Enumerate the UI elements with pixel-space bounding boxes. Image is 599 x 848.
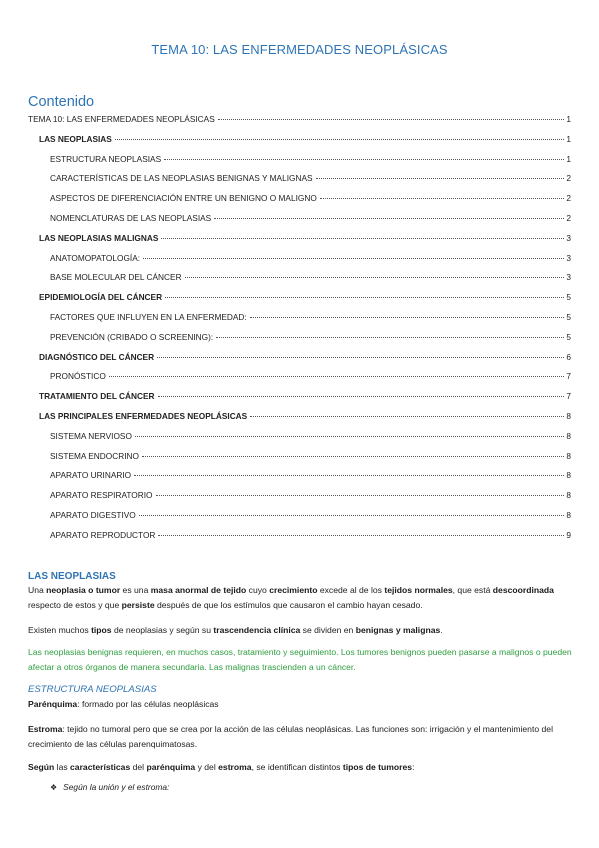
toc-entry-title: LAS NEOPLASIAS MALIGNAS bbox=[39, 232, 159, 243]
toc-dot-leader bbox=[134, 475, 564, 476]
toc-page-number: 9 bbox=[566, 529, 571, 540]
toc-entry[interactable] bbox=[39, 233, 571, 247]
toc-entry-title: TEMA 10: LAS ENFERMEDADES NEOPLÁSICAS bbox=[28, 114, 215, 124]
toc-entry-title: APARATO REPRODUCTOR bbox=[50, 529, 156, 540]
subheading-estructura: ESTRUCTURA NEOPLASIAS bbox=[28, 684, 157, 695]
toc-entry-title: SISTEMA NERVIOSO bbox=[50, 430, 132, 441]
toc-entry[interactable] bbox=[50, 312, 571, 326]
toc-entry[interactable] bbox=[50, 332, 571, 346]
toc-entry-title: SISTEMA ENDOCRINO bbox=[50, 450, 139, 461]
toc-page-number: 3 bbox=[566, 272, 571, 283]
toc-dot-leader bbox=[139, 515, 565, 516]
paragraph-types: Existen muchos tipos de neoplasias y según su trascendencia clínica se dividen en benignas y malignas. bbox=[28, 625, 443, 635]
toc-dot-leader bbox=[135, 436, 564, 437]
toc-entry-title: TRATAMIENTO DEL CÁNCER bbox=[39, 391, 155, 402]
paragraph-definition: Una neoplasia o tumor es una masa anormal de tejido cuyo crecimiento excede al de los tejidos normales, que está descoordinada respecto de estos y que persiste después de que los estímulos que causaron el cambio hayan cesado. bbox=[28, 585, 554, 610]
toc-page-number: 8 bbox=[566, 470, 571, 481]
toc-entry[interactable] bbox=[28, 114, 571, 128]
toc-dot-leader bbox=[216, 337, 564, 338]
toc-dot-leader bbox=[250, 317, 565, 318]
toc-entry[interactable] bbox=[50, 431, 571, 445]
toc-entry-title: APARATO DIGESTIVO bbox=[50, 510, 136, 520]
toc-entry-title: CARACTERÍSTICAS DE LAS NEOPLASIAS BENIGNAS Y MALIGNAS bbox=[50, 173, 313, 184]
toc-entry[interactable] bbox=[50, 451, 571, 465]
toc-dot-leader bbox=[320, 198, 565, 199]
toc-entry-title: EPIDEMIOLOGÍA DEL CÁNCER bbox=[39, 292, 163, 303]
toc-dot-leader bbox=[316, 178, 565, 179]
toc-entry[interactable] bbox=[50, 272, 571, 286]
diamond-bullet-icon: ❖ bbox=[50, 782, 58, 792]
toc-dot-leader bbox=[158, 396, 565, 397]
toc-entry-title: DIAGNÓSTICO DEL CÁNCER bbox=[39, 351, 155, 362]
toc-page-number: 1 bbox=[566, 114, 571, 124]
toc-entry[interactable] bbox=[50, 371, 571, 385]
toc-entry[interactable] bbox=[50, 253, 571, 267]
toc-entry[interactable] bbox=[39, 134, 571, 148]
toc-entry[interactable] bbox=[50, 213, 571, 227]
toc-page-number: 7 bbox=[566, 371, 571, 382]
toc-entry[interactable] bbox=[50, 510, 571, 524]
toc-entry-title: PRONÓSTICO bbox=[50, 371, 106, 382]
toc-entry[interactable] bbox=[39, 411, 571, 425]
toc-dot-leader bbox=[157, 357, 564, 358]
toc-page-number: 1 bbox=[566, 153, 571, 164]
toc-page-number: 3 bbox=[566, 252, 571, 263]
bullet-text: Según la unión y el estroma: bbox=[63, 782, 170, 792]
toc-entry-title: BASE MOLECULAR DEL CÁNCER bbox=[50, 272, 182, 283]
toc-entry[interactable] bbox=[39, 352, 571, 366]
toc-dot-leader bbox=[142, 456, 564, 457]
toc-entry-title: APARATO RESPIRATORIO bbox=[50, 490, 153, 501]
toc-entry[interactable] bbox=[50, 490, 571, 504]
toc-dot-leader bbox=[115, 139, 565, 140]
toc-entry-title: ASPECTOS DE DIFERENCIACIÓN ENTRE UN BENIGNO O MALIGNO bbox=[50, 193, 317, 204]
paragraph-parenquima: Parénquima: formado por las células neoplásicas bbox=[28, 699, 219, 709]
toc-dot-leader bbox=[185, 277, 565, 278]
toc-dot-leader bbox=[158, 535, 564, 536]
section-heading: LAS NEOPLASIAS bbox=[28, 571, 116, 582]
toc-entry-title: LAS PRINCIPALES ENFERMEDADES NEOPLÁSICAS bbox=[39, 411, 248, 421]
toc-dot-leader bbox=[250, 416, 564, 417]
document-title: TEMA 10: LAS ENFERMEDADES NEOPLÁSICAS bbox=[151, 42, 448, 57]
toc-page-number: 5 bbox=[566, 292, 571, 303]
toc-page-number: 5 bbox=[566, 331, 571, 342]
toc-dot-leader bbox=[161, 238, 564, 239]
toc-page-number: 5 bbox=[566, 312, 571, 322]
toc-page-number: 8 bbox=[566, 411, 571, 421]
toc-entry-title: APARATO URINARIO bbox=[50, 470, 132, 481]
toc-page-number: 8 bbox=[566, 490, 571, 501]
toc-page-number: 8 bbox=[566, 450, 571, 461]
toc-dot-leader bbox=[143, 258, 564, 259]
toc-page-number: 1 bbox=[566, 133, 571, 144]
toc-dot-leader bbox=[214, 218, 564, 219]
toc-entry-title: PREVENCIÓN (CRIBADO O SCREENING): bbox=[50, 331, 214, 342]
paragraph-benign-note: Las neoplasias benignas requieren, en muchos casos, tratamiento y seguimiento. Los tumores benignos pueden pasarse a malignos o pueden afectar a otros órganos de manera secundaria. Las malignas trascienden a un cáncer. bbox=[28, 647, 572, 672]
toc-entry[interactable] bbox=[50, 154, 571, 168]
toc-entry[interactable] bbox=[50, 530, 571, 544]
toc-page-number: 8 bbox=[566, 510, 571, 520]
toc-page-number: 7 bbox=[566, 391, 571, 402]
toc-entry[interactable] bbox=[39, 391, 571, 405]
toc-entry[interactable] bbox=[50, 470, 571, 484]
toc-dot-leader bbox=[218, 119, 565, 120]
toc-dot-leader bbox=[156, 495, 565, 496]
toc-entry-title: ESTRUCTURA NEOPLASIAS bbox=[50, 153, 162, 164]
toc-entry[interactable] bbox=[50, 193, 571, 207]
toc-page-number: 6 bbox=[566, 351, 571, 362]
toc-entry[interactable] bbox=[39, 292, 571, 306]
toc-page-number: 2 bbox=[566, 193, 571, 204]
paragraph-tipos-tumores: Según las características del parénquima y del estroma, se identifican distintos tipos de tumores: bbox=[28, 762, 415, 772]
paragraph-estroma: Estroma: tejido no tumoral pero que se crea por la acción de las células neoplásicas. Las funciones son: irrigación y el mantenimiento del crecimiento de las células parenquimatosas. bbox=[28, 724, 553, 749]
toc-entry[interactable] bbox=[50, 173, 571, 187]
toc-page-number: 3 bbox=[566, 232, 571, 243]
toc-page-number: 8 bbox=[566, 430, 571, 441]
toc-page-number: 2 bbox=[566, 173, 571, 184]
toc-entry-title: FACTORES QUE INFLUYEN EN LA ENFERMEDAD: bbox=[50, 312, 247, 322]
toc-entry-title: ANATOMOPATOLOGÍA: bbox=[50, 252, 141, 263]
toc-entry-title: NOMENCLATURAS DE LAS NEOPLASIAS bbox=[50, 213, 212, 223]
toc-dot-leader bbox=[165, 297, 564, 298]
toc-page-number: 2 bbox=[566, 213, 571, 223]
toc-dot-leader bbox=[109, 376, 565, 377]
toc-entry-title: LAS NEOPLASIAS bbox=[39, 133, 112, 144]
toc-heading: Contenido bbox=[28, 94, 95, 110]
bullet-item bbox=[50, 782, 169, 792]
toc-dot-leader bbox=[164, 159, 564, 160]
